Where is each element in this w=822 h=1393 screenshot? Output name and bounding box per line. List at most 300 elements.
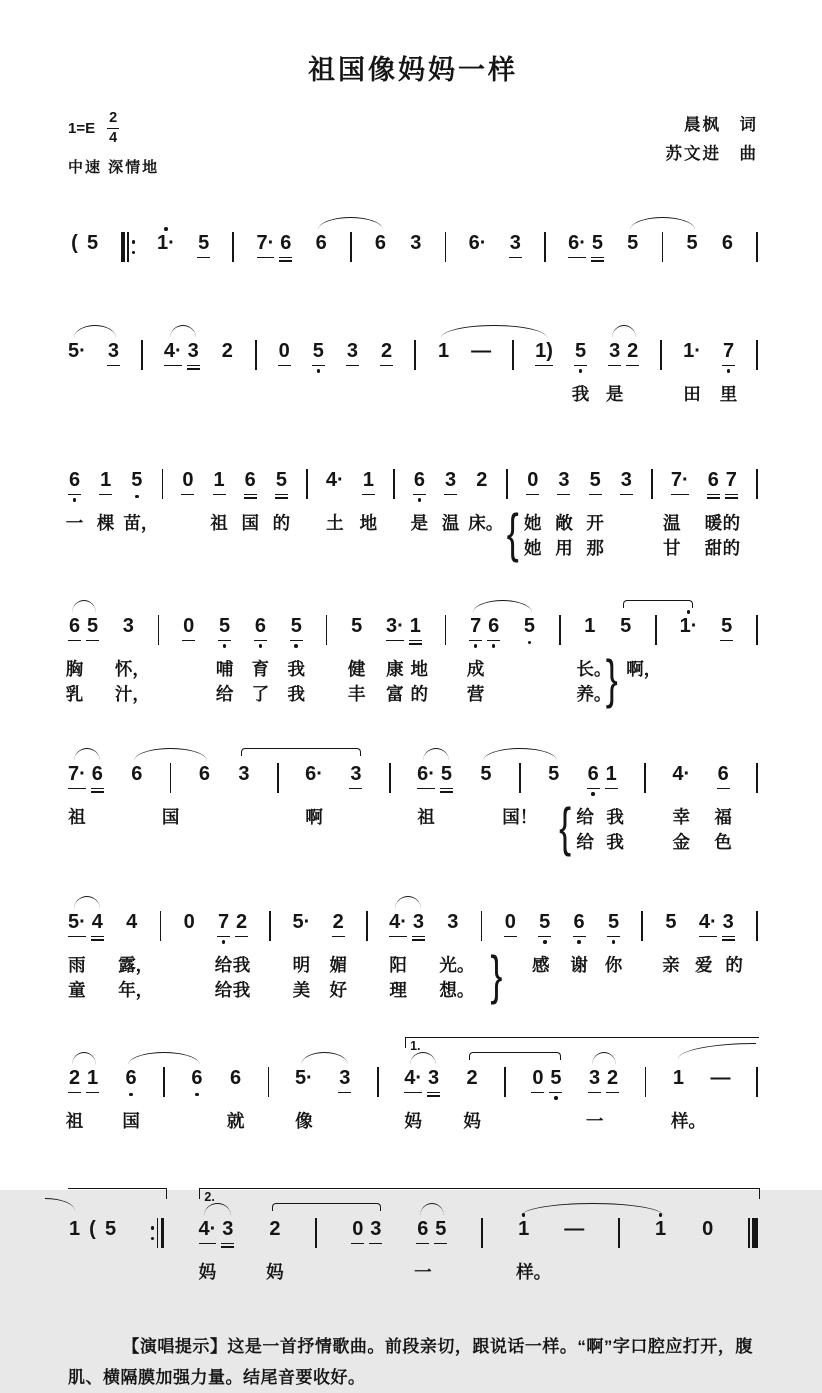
- glyph: [412, 939, 425, 941]
- cell: [268, 1060, 270, 1097]
- ul: [434, 1241, 447, 1244]
- note-6: [190, 1060, 203, 1104]
- ul: [487, 638, 500, 641]
- txt: 6: [198, 763, 211, 786]
- lyric-syllable: 敞: [555, 513, 573, 534]
- glyph: [290, 640, 303, 642]
- txt: 5: [574, 340, 587, 363]
- barline: [414, 340, 416, 370]
- note-5: [523, 608, 536, 652]
- glyph: [68, 640, 81, 642]
- txt: 2: [68, 1067, 81, 1090]
- cell: [125, 1060, 138, 1104]
- lyric-syllable: 了: [251, 684, 270, 705]
- cell: [278, 333, 291, 377]
- note-7·: [257, 225, 275, 269]
- note-3: [122, 608, 135, 652]
- sub: [526, 492, 539, 506]
- note-—: [564, 1211, 584, 1255]
- cell: [312, 333, 325, 377]
- lyric-syllable: 温: [441, 513, 460, 534]
- lyric-syllable: 地: [359, 513, 378, 534]
- txt: 3: [350, 763, 362, 786]
- cell: [213, 462, 226, 506]
- glyph: [722, 939, 735, 941]
- glyph: [257, 257, 275, 259]
- cell: [509, 225, 522, 269]
- cell: [512, 333, 514, 370]
- lyric-syllable: 祖: [210, 513, 228, 534]
- ul: [290, 638, 303, 641]
- odot: [727, 369, 731, 373]
- txt: 0: [278, 340, 290, 363]
- sub: [417, 786, 435, 800]
- txt: 3·: [385, 615, 404, 638]
- cell: [346, 333, 359, 377]
- txt: 3: [370, 1218, 382, 1241]
- lyric-syllable: 那: [586, 538, 604, 559]
- sub: [86, 1090, 99, 1104]
- hi: [444, 462, 457, 469]
- lyric-syllable: 样。: [670, 1111, 706, 1132]
- ul: [707, 492, 720, 499]
- txt: 3: [187, 340, 199, 363]
- barline: [481, 911, 483, 941]
- txt: 2: [269, 1218, 281, 1241]
- ul: [404, 1090, 422, 1093]
- slur-tie-arc: [441, 325, 547, 338]
- barline: [445, 232, 447, 262]
- cell: [475, 462, 488, 506]
- ul: [218, 638, 231, 641]
- cell: [125, 904, 138, 948]
- slur-tie-arc: [473, 600, 533, 613]
- glyph: [626, 365, 639, 367]
- cell: [326, 462, 344, 506]
- hi: [183, 904, 196, 911]
- hi: [587, 756, 600, 763]
- hi: [386, 608, 404, 615]
- bthin: [748, 1218, 750, 1248]
- cell: [686, 225, 699, 269]
- note-1: [672, 1060, 685, 1104]
- hi: [620, 462, 633, 469]
- cell: [607, 904, 620, 948]
- txt: —: [564, 1218, 585, 1241]
- ul: [86, 1090, 99, 1093]
- cell: [217, 904, 248, 948]
- sub: [68, 1090, 81, 1104]
- square-slur-bracket: [469, 1052, 561, 1060]
- lyric-syllable: 明: [292, 955, 311, 976]
- txt: 1: [437, 340, 450, 363]
- ul: [440, 786, 453, 793]
- odot: [492, 644, 496, 648]
- txt: 5: [290, 615, 302, 638]
- note-(: [86, 1211, 99, 1255]
- hi: [446, 904, 459, 911]
- note-0: [701, 1211, 714, 1255]
- glyph: [181, 494, 194, 496]
- cell: [305, 756, 323, 800]
- glyph: [197, 257, 210, 259]
- sub: [312, 363, 325, 377]
- volta-label: 2.: [204, 1190, 215, 1205]
- glyph: [369, 1243, 382, 1245]
- glyph: [278, 365, 291, 367]
- hi: [380, 333, 393, 340]
- glyph: [589, 494, 602, 496]
- ul: [278, 363, 291, 366]
- lyric-syllable: 的: [722, 513, 741, 534]
- hi: [531, 1060, 544, 1067]
- barline: [544, 232, 546, 262]
- txt: 1·: [679, 615, 698, 638]
- glyph: [608, 365, 621, 367]
- slur-tie-arc: [74, 896, 100, 909]
- note-6: [91, 756, 104, 800]
- note-5: [218, 608, 231, 652]
- cell: [141, 333, 143, 370]
- sub: [86, 638, 99, 652]
- slur-tie-arc: [410, 1052, 436, 1065]
- note-(: [68, 225, 81, 269]
- txt: 3: [722, 911, 734, 934]
- odot: [73, 498, 77, 502]
- glyph: [91, 936, 104, 938]
- note-5: [86, 225, 99, 269]
- ul: [99, 492, 112, 495]
- sub: [99, 492, 112, 506]
- lyric-syllable: 她: [524, 513, 542, 534]
- cell: [619, 608, 632, 652]
- glyph: [332, 936, 345, 938]
- sub: [626, 363, 639, 377]
- cell: [756, 462, 758, 499]
- txt: 5: [607, 911, 620, 934]
- sub: [469, 638, 482, 652]
- note-3: [349, 756, 362, 800]
- cell: [362, 462, 375, 506]
- txt: 3: [609, 340, 621, 363]
- hi: [605, 756, 618, 763]
- ul: [380, 363, 393, 366]
- note-2: [221, 333, 234, 377]
- cell: [404, 1060, 440, 1104]
- cell: [164, 333, 200, 377]
- lyric-syllable: 乳: [65, 684, 84, 705]
- txt: 3: [107, 340, 119, 363]
- barline: [269, 911, 271, 941]
- txt: 5: [312, 340, 324, 363]
- notes: [68, 608, 758, 652]
- sub: [351, 1241, 364, 1255]
- glyph: [440, 788, 453, 790]
- glyph: [531, 1092, 544, 1094]
- lyric-syllable: 开: [586, 513, 604, 534]
- cell: [386, 608, 422, 652]
- odot: [418, 498, 422, 502]
- ul: [244, 492, 257, 499]
- sub: [326, 492, 344, 506]
- cell: [756, 904, 758, 941]
- ul: [386, 638, 404, 641]
- txt: 6: [131, 763, 143, 786]
- hi: [268, 1211, 281, 1218]
- hi: [591, 225, 604, 232]
- note-5: [538, 904, 551, 948]
- note-5: [350, 608, 363, 652]
- note-4: [91, 904, 104, 948]
- ul: [199, 1241, 217, 1244]
- cell: [587, 756, 618, 800]
- txt: 6: [374, 232, 387, 255]
- music-line: [68, 313, 758, 432]
- note-4·: [404, 1060, 422, 1104]
- sub: [198, 786, 211, 800]
- lyric-syllable: 雨: [68, 955, 86, 976]
- sub: [164, 363, 182, 377]
- cell: [275, 462, 288, 506]
- lyric-syllable: 养。: [576, 684, 612, 705]
- ul: [626, 363, 639, 366]
- lyric-syllable: 妈: [404, 1111, 422, 1132]
- sub: [538, 934, 551, 948]
- glyph: [574, 365, 587, 367]
- glyph: [538, 936, 551, 938]
- note-4·: [389, 904, 407, 948]
- sub: [722, 363, 735, 377]
- cell: [349, 756, 362, 800]
- note-1: [583, 608, 596, 652]
- repeat-end-barline: [151, 1218, 164, 1248]
- hi: [409, 608, 422, 615]
- txt: 5·: [68, 340, 86, 363]
- hi: [130, 462, 143, 469]
- note-3: [409, 225, 422, 269]
- ul: [68, 492, 81, 495]
- glyph: [91, 939, 104, 941]
- hi: [217, 904, 230, 911]
- note-0: [278, 333, 291, 377]
- note-5: [479, 756, 492, 800]
- tie-from-prev-line-arc: [45, 1198, 75, 1211]
- glyph: [509, 257, 522, 259]
- lyric-syllable: 金: [672, 832, 690, 853]
- ul: [235, 934, 248, 937]
- cell: [393, 462, 395, 499]
- cell: [255, 333, 257, 370]
- lyricist-credit: 晨枫 词: [684, 116, 758, 134]
- volta-bracket: [68, 1188, 167, 1199]
- rdot: [132, 240, 135, 243]
- lyric-syllable: 幸: [672, 807, 690, 828]
- sub: [182, 638, 195, 652]
- lyric-syllable: 暖: [704, 513, 723, 534]
- cell: [660, 333, 662, 370]
- ul: [722, 363, 735, 366]
- note-4·: [672, 756, 690, 800]
- glyph: [221, 1243, 234, 1245]
- sub: [479, 786, 492, 800]
- cell: [756, 608, 758, 645]
- note-5: [619, 608, 632, 652]
- glyph: [91, 791, 104, 793]
- cell: [717, 756, 730, 800]
- lyric-syllable: 爱: [695, 955, 713, 976]
- txt: 5·: [68, 911, 86, 934]
- lyric-syllable: 胸: [65, 659, 84, 680]
- lyric-syllable: 温: [662, 513, 681, 534]
- glyph: [607, 936, 620, 938]
- lyric-syllable: 亲: [662, 955, 680, 976]
- cell: [748, 1211, 758, 1248]
- notes: [68, 904, 758, 948]
- note-5·: [68, 904, 86, 948]
- cell: [221, 333, 234, 377]
- ul: [68, 934, 86, 937]
- ul: [538, 934, 551, 937]
- ul: [312, 363, 325, 366]
- ul: [722, 934, 735, 941]
- txt: 1: [518, 1218, 530, 1241]
- lyric-syllable: 阳: [389, 955, 407, 976]
- sub: [244, 492, 257, 506]
- sub: [349, 786, 362, 800]
- cell: [293, 904, 311, 948]
- bthick2: [752, 1218, 758, 1248]
- sub: [699, 934, 717, 948]
- sub: [711, 1090, 731, 1104]
- hi: [538, 904, 551, 911]
- odot: [579, 369, 583, 373]
- sub: [557, 492, 570, 506]
- glyph: [182, 640, 195, 642]
- sub: [86, 1241, 99, 1255]
- cell: [526, 462, 539, 506]
- cell: [151, 1211, 164, 1248]
- barline: [445, 615, 447, 645]
- barline: [366, 911, 368, 941]
- cell: [68, 1211, 117, 1255]
- score-header: [68, 111, 758, 177]
- note-0: [531, 1060, 544, 1104]
- ul: [531, 1090, 544, 1093]
- txt: 1·: [683, 340, 701, 363]
- ul: [526, 492, 539, 495]
- sub: [573, 934, 586, 948]
- glyph: [717, 788, 730, 790]
- glyph: [427, 1092, 440, 1094]
- note-5: [547, 756, 560, 800]
- sub: [295, 1090, 313, 1104]
- barline: [350, 232, 352, 262]
- note-3: [187, 333, 200, 377]
- txt: 6: [717, 763, 729, 786]
- hi: [362, 462, 375, 469]
- txt: 1: [213, 469, 225, 492]
- cell: [654, 1211, 667, 1255]
- lyric-syllable: 土: [326, 513, 344, 534]
- cell: [523, 608, 536, 652]
- cell: [644, 756, 646, 793]
- lyric-syllable: 像: [295, 1111, 313, 1132]
- notes: [68, 225, 758, 269]
- lyric-syllable: 给: [215, 684, 234, 705]
- sub: [671, 492, 689, 506]
- note-2: [475, 462, 488, 506]
- note-1·: [157, 225, 175, 269]
- sub: [404, 1090, 422, 1104]
- music-line: [68, 736, 758, 880]
- sub: [254, 638, 267, 652]
- txt: 5: [480, 763, 492, 786]
- glyph: [351, 1243, 364, 1245]
- hi: [409, 225, 422, 232]
- hi: [699, 904, 717, 911]
- sub: [187, 363, 200, 377]
- cell: [68, 904, 104, 948]
- txt: 5: [275, 469, 287, 492]
- sub: [509, 255, 522, 269]
- note-6: [254, 608, 267, 652]
- lyrics-brace: }: [490, 944, 503, 1006]
- note-1: [99, 462, 112, 506]
- cell: [158, 608, 160, 645]
- note-5: [589, 462, 602, 506]
- lyric-syllable: 好: [329, 980, 347, 1001]
- txt: 3: [346, 340, 359, 363]
- sub: [235, 934, 248, 948]
- txt: 2: [476, 469, 488, 492]
- glyph: [487, 640, 500, 642]
- cell: [608, 333, 639, 377]
- final-barline: [748, 1218, 758, 1248]
- cell: [122, 608, 135, 652]
- txt: 6·: [417, 763, 435, 786]
- glyph: [68, 1092, 81, 1094]
- cell: [350, 225, 352, 262]
- txt: 3: [222, 1218, 234, 1241]
- sub: [469, 255, 487, 269]
- ul: [346, 363, 359, 366]
- glyph: [68, 788, 86, 790]
- cell: [338, 1060, 351, 1104]
- cell: [181, 462, 194, 506]
- glyph: [707, 494, 720, 496]
- cell: [160, 904, 162, 941]
- sub: [587, 786, 600, 800]
- sub: [279, 255, 292, 269]
- rdot: [132, 251, 135, 254]
- lyric-syllable: 国: [161, 807, 180, 828]
- sub: [68, 363, 86, 377]
- ul: [187, 363, 200, 370]
- lyric-syllable: 怀，: [114, 659, 150, 680]
- cell: [199, 1211, 235, 1255]
- txt: 3: [620, 469, 632, 492]
- txt: 6: [244, 469, 256, 492]
- txt: 1·: [157, 232, 175, 255]
- txt: 5: [550, 1067, 562, 1090]
- sub: [68, 934, 86, 948]
- cell: [720, 608, 733, 652]
- sub: [290, 638, 303, 652]
- lyric-syllable: 给: [576, 832, 594, 853]
- note-6·: [305, 756, 323, 800]
- ul: [427, 1090, 440, 1097]
- slur-tie-arc: [128, 1052, 200, 1065]
